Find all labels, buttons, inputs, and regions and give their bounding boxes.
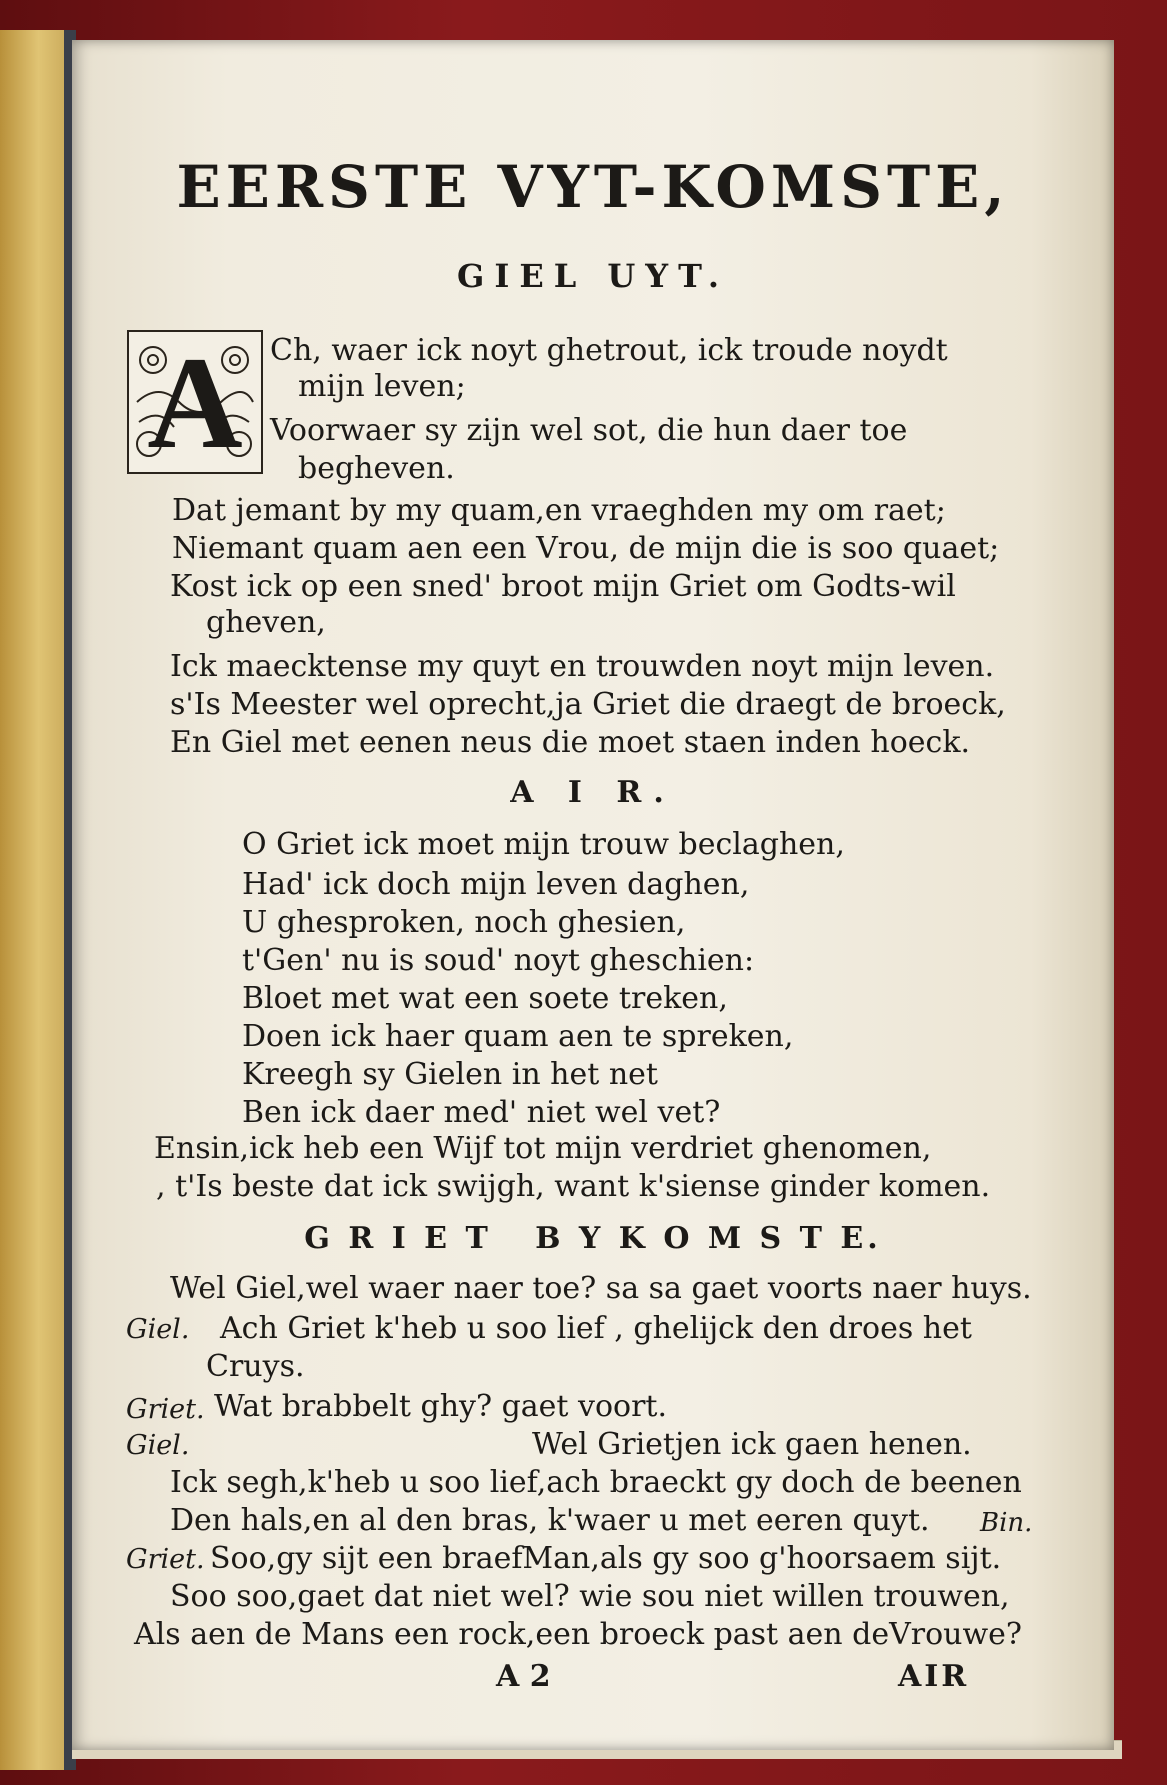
catchword: AIR [898,1659,970,1694]
verse-line: Kost ick op een sned' broot mijn Griet om Godts-wil [170,569,956,604]
air-line: Doen ick haer quam aen te spreken, [242,1019,794,1054]
air-line: Bloet met wat een soete treken, [242,981,728,1016]
verse-line: Ensin,ick heb een Wijf tot mijn verdriet ghenomen, [154,1131,932,1166]
initial-letter: A [147,329,243,476]
verse-line: Ch, waer ick noyt ghetrout, ick troude noydt [270,333,948,368]
decorated-initial [127,330,263,474]
verse-line: begheven. [298,451,455,486]
air-line: Kreegh sy Gielen in het net [242,1057,658,1092]
air-line: O Griet ick moet mijn trouw beclaghen, [242,827,845,862]
section-subtitle: GIEL UYT. [457,257,729,295]
dialogue-line: Den hals,en al den bras, k'waer u met eeren quyt. [170,1503,930,1538]
signature-mark: A 2 [496,1659,551,1694]
air-line: t'Gen' nu is soud' noyt gheschien: [242,943,755,978]
dialogue-line: Ick segh,k'heb u soo lief,ach braeckt gy doch de beenen [170,1465,1022,1500]
speaker-label: Griet. [126,1544,205,1575]
air-heading: A I R. [510,775,676,810]
verse-line: Ick maecktense my quyt en trouwden noyt mijn leven. [170,649,995,684]
dialogue-line: Als aen de Mans een rock,een broeck past aen deVrouwe? [134,1617,1023,1652]
scene-heading: G R I E T B Y K O M S T E. [304,1221,882,1256]
air-line: Had' ick doch mijn leven daghen, [242,867,750,902]
dialogue-line: Ach Griet k'heb u soo lief , ghelijck den droes het [220,1311,972,1346]
air-line: Ben ick daer med' niet wel vet? [242,1095,721,1130]
page-title: EERSTE VYT-KOMSTE, [176,153,1010,221]
air-line: U ghesproken, noch ghesien, [242,905,686,940]
dialogue-line: Wel Giel,wel waer naer toe? sa sa gaet voorts naer huys. [170,1271,1032,1306]
verse-line: Dat jemant by my quam,en vraeghden my om raet; [172,493,946,528]
stage-direction: Bin. [980,1508,1033,1538]
dialogue-line: Wat brabbelt ghy? gaet voort. [214,1389,668,1424]
book-cover-left [0,30,73,1770]
verse-line: gheven, [206,605,326,640]
dialogue-line: Cruys. [206,1349,305,1384]
verse-line: En Giel met eenen neus die moet staen inden hoeck. [170,725,971,760]
book-page [72,40,1114,1750]
dialogue-line: Soo soo,gaet dat niet wel? wie sou niet willen trouwen, [170,1579,1010,1614]
verse-line: Voorwaer sy zijn wel sot, die hun daer toe [270,413,908,448]
verse-line: mijn leven; [298,369,466,404]
verse-line: , t'Is beste dat ick swijgh, want k'siense ginder komen. [156,1169,991,1204]
dialogue-line: Wel Grietjen ick gaen henen. [532,1427,972,1462]
verse-line: Niemant quam aen een Vrou, de mijn die is soo quaet; [172,531,1000,566]
speaker-label: Griet. [126,1394,205,1425]
speaker-label: Giel. [126,1430,190,1461]
speaker-label: Giel. [126,1314,190,1345]
dialogue-line: Soo,gy sijt een braefMan,als gy soo g'hoorsaem sijt. [210,1541,1002,1576]
verse-line: s'Is Meester wel oprecht,ja Griet die draegt de broeck, [170,687,1006,722]
